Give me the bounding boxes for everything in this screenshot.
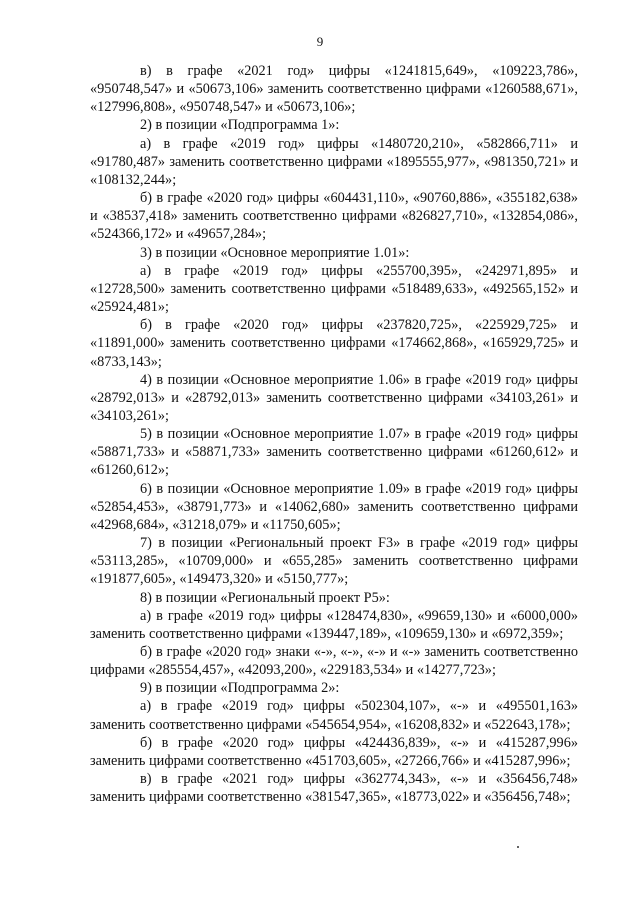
paragraph: б) в графе «2020 год» цифры «604431,110», «90760,886», «355182,638» и «38537,418» заменить соответственно цифрами «826827,710», «132854,086», «524366,172» и «49657,284»; [90, 190, 578, 243]
paragraph: а) в графе «2019 год» цифры «502304,107», «-» и «495501,163» заменить соответственно цифрами «545654,954», «16208,832» и «522643,178»; [90, 698, 578, 733]
paragraph: 5) в позиции «Основное мероприятие 1.07» в графе «2019 год» цифры «58871,733» и «58871,733» заменить соответственно цифрами «61260,612» и «61260,612»; [90, 426, 578, 479]
paragraph: 2) в позиции «Подпрограмма 1»: [140, 117, 340, 134]
paragraph: б) в графе «2020 год» цифры «237820,725», «225929,725» и «11891,000» заменить соответственно цифрами «174662,868», «165929,725» и «8733,143»; [90, 317, 578, 370]
page-number: 9 [316, 34, 324, 49]
paragraph: в) в графе «2021 год» цифры «362774,343», «-» и «356456,748» заменить цифрами соответственно «381547,365», «18773,022» и «356456,748»; [90, 771, 578, 806]
paragraph: б) в графе «2020 год» цифры «424436,839», «-» и «415287,996» заменить цифрами соответственно «451703,605», «27266,766» и «415287,996»; [90, 734, 578, 769]
paragraph: 9) в позиции «Подпрограмма 2»: [140, 680, 340, 697]
paragraph: 3) в позиции «Основное мероприятие 1.01»: [140, 244, 410, 261]
paragraph: 8) в позиции «Региональный проект Р5»: [140, 589, 390, 606]
paragraph: 6) в позиции «Основное мероприятие 1.09» в графе «2019 год» цифры «52854,453», «38791,773» и «14062,680» заменить соответственно цифрами «42968,684», «31218,079» и «11750,605»; [90, 480, 578, 533]
paragraph: 7) в позиции «Региональный проект F3» в графе «2019 год» цифры «53113,285», «10709,000» и «655,285» заменить соответственно цифрами «191877,605», «149473,320» и «5150,777»; [90, 535, 578, 588]
paragraph: в) в графе «2021 год» цифры «1241815,649», «109223,786», «950748,547» и «50673,106» заменить соответственно цифрами «1260588,671», «127996,808», «950748,547» и «50673,106»; [90, 63, 578, 116]
document-body [90, 62, 578, 806]
scan-speck [517, 846, 519, 848]
paragraph: а) в графе «2019 год» цифры «128474,830», «99659,130» и «6000,000» заменить соответственно цифрами «139447,189», «109659,130» и «6972,359»; [90, 607, 578, 642]
paragraph: а) в графе «2019 год» цифры «255700,395», «242971,895» и «12728,500» заменить соответственно цифрами «518489,633», «492565,152» и «25924,481»; [90, 262, 578, 316]
paragraph: 4) в позиции «Основное мероприятие 1.06» в графе «2019 год» цифры «28792,013» и «28792,013» заменить соответственно цифрами «34103,261» и «34103,261»; [90, 371, 578, 424]
paragraph: а) в графе «2019 год» цифры «1480720,210», «582866,711» и «91780,487» заменить соответственно цифрами «1895555,977», «981350,721» и «108132,244»; [90, 135, 578, 188]
paragraph: б) в графе «2020 год» знаки «-», «-», «-» и «-» заменить соответственно цифрами «285554,457», «42093,200», «229183,534» и «14277,723»; [90, 644, 578, 679]
